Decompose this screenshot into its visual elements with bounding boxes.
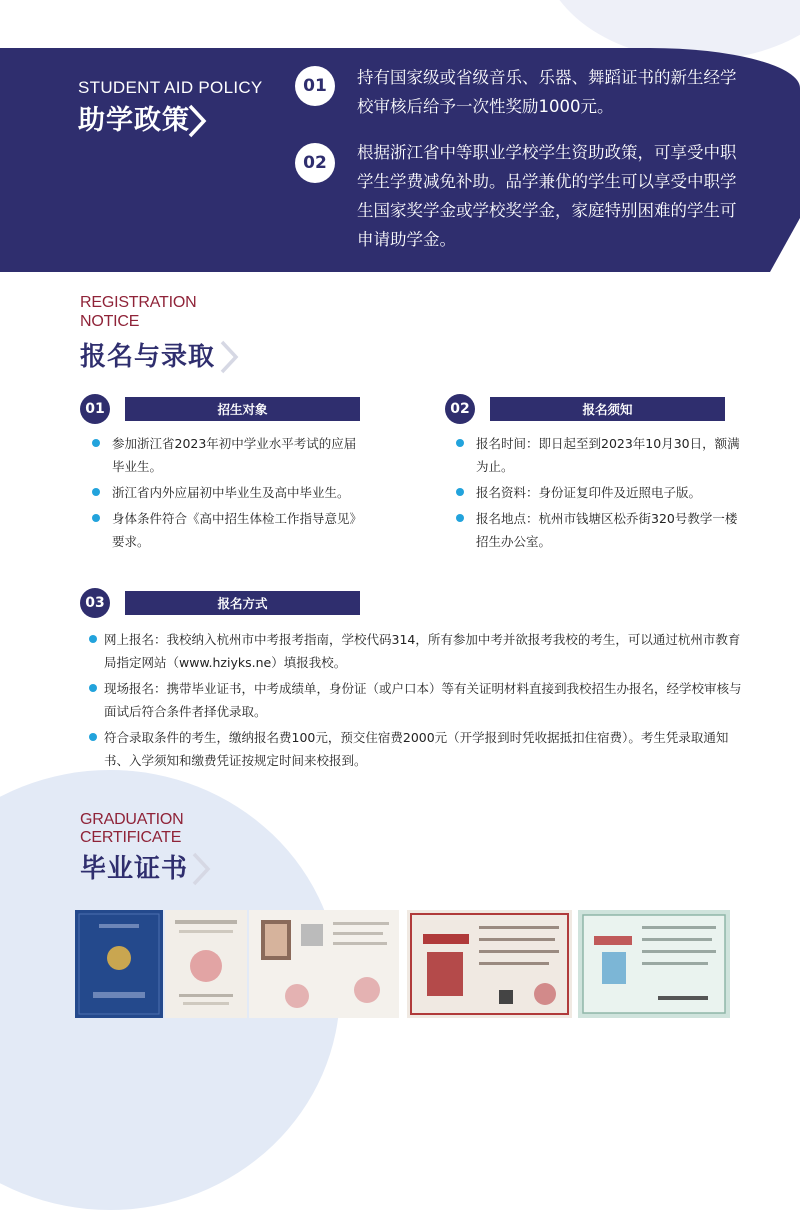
certificate-gallery [75,910,730,1018]
registration-title-en-1: REGISTRATION [80,294,197,311]
list-item: 报名资料：身份证复印件及近照电子版。 [456,481,746,504]
list-item: 身体条件符合《高中招生体检工作指导意见》要求。 [92,507,367,553]
bullet-icon [456,488,464,496]
list-item: 报名地点：杭州市钱塘区松乔街320号教学一楼招生办公室。 [456,507,746,553]
list-item: 浙江省内外应届初中毕业生及高中毕业生。 [92,481,367,504]
bullet-icon [92,514,100,522]
block-number: 02 [445,394,475,424]
aid-item-text: 持有国家级或省级音乐、乐器、舞蹈证书的新生经学校审核后给予一次性奖励1000元。 [357,68,737,116]
registration-title-en-2: NOTICE [80,313,140,330]
bullet-icon [89,684,97,692]
method-list [92,628,752,775]
target-list [92,432,367,556]
block-header: 报名方式 [125,591,360,615]
certificate-cover-image [75,910,163,1018]
chevron-right-icon [218,340,240,374]
registration-title-zh: 报名与录取 [80,342,216,372]
bullet-icon [89,635,97,643]
chevron-right-icon [186,104,208,138]
aid-item-text: 根据浙江省中等职业学校学生资助政策，可享受中职学生学费减免补助。品学兼优的学生可以享受中职学生国家奖学金或学校奖学金，家庭特别困难的学生可申请助学金。 [357,143,737,249]
aid-item-number: 01 [295,66,335,106]
graduation-title-zh: 毕业证书 [80,854,189,884]
aid-title-zh: 助学政策 [78,105,190,136]
chevron-right-icon [190,852,212,886]
list-item: 网上报名：我校纳入杭州市中考报考指南，学校代码314，所有参加中考并欲报考我校的考生，可以通过杭州市教育局指定网站（www.hziyks.ne）填报我校。 [92,628,752,674]
list-item: 参加浙江省2023年初中学业水平考试的应届毕业生。 [92,432,367,478]
list-item: 现场报名：携带毕业证书，中考成绩单，身份证（或户口本）等有关证明材料直接到我校招生办报名，经学校审核与面试后符合条件者择优录取。 [92,677,752,723]
bullet-icon [92,439,100,447]
graduation-certificate-red-image [407,910,572,1018]
graduation-title-en-2: CERTIFICATE [80,829,182,846]
block-number: 01 [80,394,110,424]
aid-item-number: 02 [295,143,335,183]
bullet-icon [89,733,97,741]
block-number: 03 [80,588,110,618]
certificate-inner-image [165,910,247,1018]
list-item: 符合录取条件的考生，缴纳报名费100元，预交住宿费2000元（开学报到时凭收据抵扣住宿费）。考生凭录取通知书、入学须知和缴费凭证按规定时间来校报到。 [92,726,752,772]
notice-list [456,432,746,556]
bullet-icon [456,514,464,522]
bullet-icon [456,439,464,447]
bullet-icon [92,488,100,496]
aid-title-en: STUDENT AID POLICY [78,78,263,97]
graduation-certificate-green-image [578,910,730,1018]
list-item: 报名时间：即日起至到2023年10月30日，额满为止。 [456,432,746,478]
certificate-id-page-image [249,910,399,1018]
block-header: 报名须知 [490,397,725,421]
graduation-title-en-1: GRADUATION [80,811,184,828]
block-header: 招生对象 [125,397,360,421]
